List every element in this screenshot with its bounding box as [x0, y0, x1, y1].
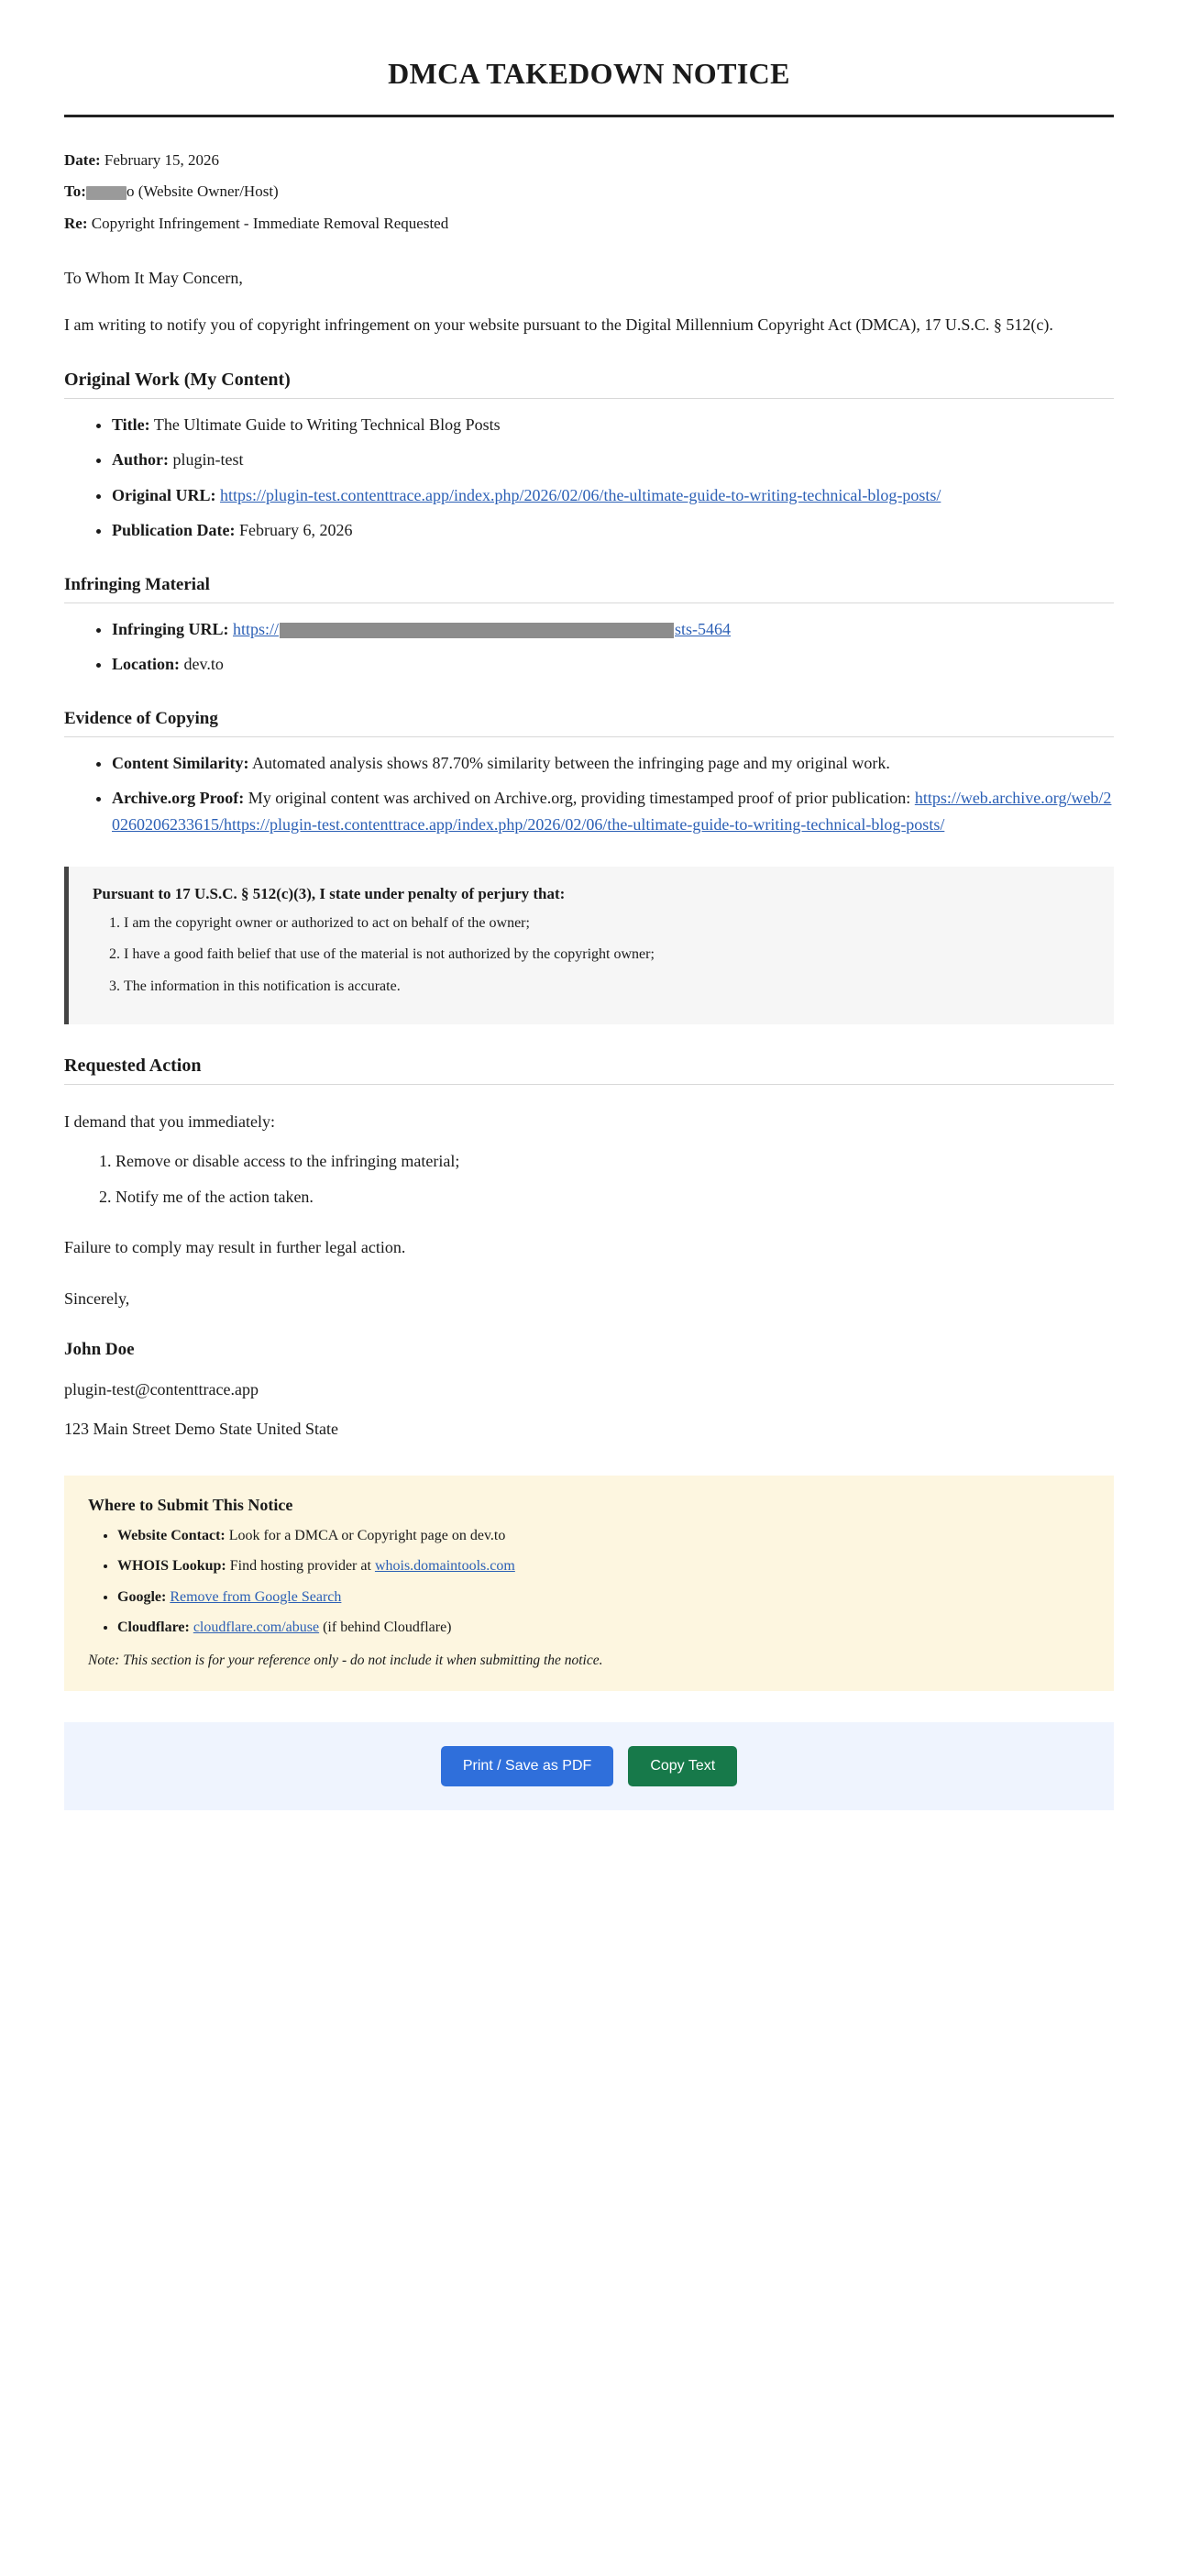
section-evidence-heading: Evidence of Copying	[64, 709, 1114, 737]
list-item	[112, 616, 1114, 643]
list-item: 3. The information in this notification is accurate.	[124, 976, 1090, 999]
original-url-link[interactable]: https://plugin-test.contenttrace.app/index.php/2026/02/06/the-ultimate-guide-to-writing-technical-blog-posts/	[220, 485, 941, 504]
original-title-value: The Ultimate Guide to Writing Technical Blog Posts	[153, 415, 501, 435]
similarity-label: Content Similarity:	[112, 754, 249, 773]
similarity-value: Automated analysis shows 87.70% similarity between the infringing page and my original work.	[252, 754, 890, 773]
list-item: 2. Notify me of the action taken.	[116, 1184, 1114, 1211]
archive-value: My original content was archived on Archive.org, providing timestamped proof of prior publication:	[248, 789, 911, 808]
list-item: 1. Remove or disable access to the infringing material;	[116, 1148, 1114, 1175]
submit-website-label: Website Contact:	[117, 1527, 226, 1543]
signer-address: 123 Main Street Demo State United State	[64, 1419, 338, 1438]
letter-metadata	[64, 149, 1114, 236]
submit-box-note: Note: This section is for your reference only - do not include it when submitting the notice.	[88, 1652, 603, 1668]
meta-date-label: Date:	[64, 151, 101, 169]
original-pubdate-value: February 6, 2026	[239, 520, 353, 539]
requested-action-warning: Failure to comply may result in further legal action.	[64, 1238, 406, 1257]
list-item	[117, 1616, 1090, 1640]
meta-re-value: Copyright Infringement - Immediate Removal Requested	[91, 214, 449, 232]
submit-whois-label: WHOIS Lookup:	[117, 1558, 226, 1575]
submit-reference-box	[64, 1476, 1114, 1691]
list-item: 1. I am the copyright owner or authorized to act on behalf of the owner;	[124, 912, 1090, 935]
infringing-url-label: Infringing URL:	[112, 619, 229, 638]
meta-to-label: To:	[64, 182, 86, 201]
list-item	[112, 517, 1114, 544]
submit-box-heading: Where to Submit This Notice	[88, 1495, 293, 1514]
original-author-value: plugin-test	[172, 450, 244, 470]
intro-paragraph: I am writing to notify you of copyright infringement on your website pursuant to the Digital Millennium Copyright Act (DMCA), 17 U.S.C. § 512(c).	[64, 315, 1053, 335]
copy-text-button[interactable]: Copy Text	[628, 1746, 737, 1786]
action-button-bar	[64, 1722, 1114, 1810]
list-item: 2. I have a good faith belief that use of the material is not authorized by the copyright owner;	[124, 944, 1090, 967]
infringing-url-prefix: https://	[233, 619, 280, 638]
legal-statement-heading: Pursuant to 17 U.S.C. § 512(c)(3), I state under penalty of perjury that:	[93, 884, 566, 902]
infringing-url-link[interactable]	[233, 620, 731, 638]
requested-action-lead: I demand that you immediately:	[64, 1111, 275, 1131]
whois-domaintools-link[interactable]: whois.domaintools.com	[374, 1558, 515, 1575]
title-divider	[64, 115, 1114, 117]
submit-google-label: Google:	[117, 1588, 167, 1605]
evidence-list	[64, 750, 1114, 838]
redacted-recipient	[86, 186, 127, 200]
infringing-location-label: Location:	[112, 654, 180, 673]
signer-email: plugin-test@contenttrace.app	[64, 1379, 259, 1399]
original-url-label: Original URL:	[112, 485, 216, 504]
list-item	[117, 1524, 1090, 1548]
infringing-location-value: dev.to	[183, 654, 224, 673]
list-item	[112, 412, 1114, 438]
meta-subject	[64, 212, 1114, 236]
list-item	[112, 750, 1114, 777]
meta-to-tail: o	[126, 182, 135, 201]
archive-url-link[interactable]: https://web.archive.org/web/20260206233615/https://plugin-test.contenttrace.app/index.php/2026/02/06/the-ultimate-guide-to-writing-technical-blog-posts/	[112, 789, 1112, 835]
salutation: To Whom It May Concern,	[64, 269, 243, 288]
submit-box-list	[88, 1524, 1090, 1640]
list-item	[112, 785, 1114, 838]
meta-recipient	[64, 180, 1114, 204]
submit-cloudflare-text: (if behind Cloudflare)	[323, 1620, 452, 1636]
list-item	[117, 1554, 1090, 1578]
submit-cloudflare-label: Cloudflare:	[117, 1620, 190, 1636]
original-author-label: Author:	[112, 450, 169, 470]
redacted-infringing-url	[280, 623, 674, 638]
requested-action-list	[64, 1148, 1114, 1211]
list-item	[112, 447, 1114, 473]
meta-to-suffix: (Website Owner/Host)	[138, 182, 279, 201]
section-requested-action-heading: Requested Action	[64, 1056, 1114, 1085]
list-item	[112, 482, 1114, 509]
original-pubdate-label: Publication Date:	[112, 520, 236, 539]
legal-statement-list	[93, 912, 1090, 999]
submit-whois-text: Find hosting provider at	[229, 1558, 371, 1575]
legal-statement-box	[64, 867, 1114, 1024]
list-item	[117, 1586, 1090, 1609]
submit-website-text: Look for a DMCA or Copyright page on dev.to	[228, 1527, 506, 1543]
meta-re-label: Re:	[64, 214, 88, 232]
cloudflare-abuse-link[interactable]: cloudflare.com/abuse	[193, 1620, 320, 1636]
print-save-pdf-button[interactable]: Print / Save as PDF	[441, 1746, 614, 1786]
section-infringing-heading: Infringing Material	[64, 575, 1114, 603]
section-original-work-heading: Original Work (My Content)	[64, 370, 1114, 399]
closing-line: Sincerely,	[64, 1288, 130, 1308]
infringing-url-suffix: sts-5464	[675, 619, 732, 638]
infringing-material-list	[64, 616, 1114, 678]
page-title: DMCA TAKEDOWN NOTICE	[388, 57, 790, 90]
original-work-list	[64, 412, 1114, 544]
meta-date	[64, 149, 1114, 172]
original-title-label: Title:	[112, 415, 150, 435]
meta-date-value: February 15, 2026	[104, 151, 220, 169]
archive-label: Archive.org Proof:	[112, 789, 245, 808]
signer-name: John Doe	[64, 1339, 135, 1359]
list-item	[112, 651, 1114, 678]
google-removal-link[interactable]: Remove from Google Search	[170, 1588, 342, 1605]
